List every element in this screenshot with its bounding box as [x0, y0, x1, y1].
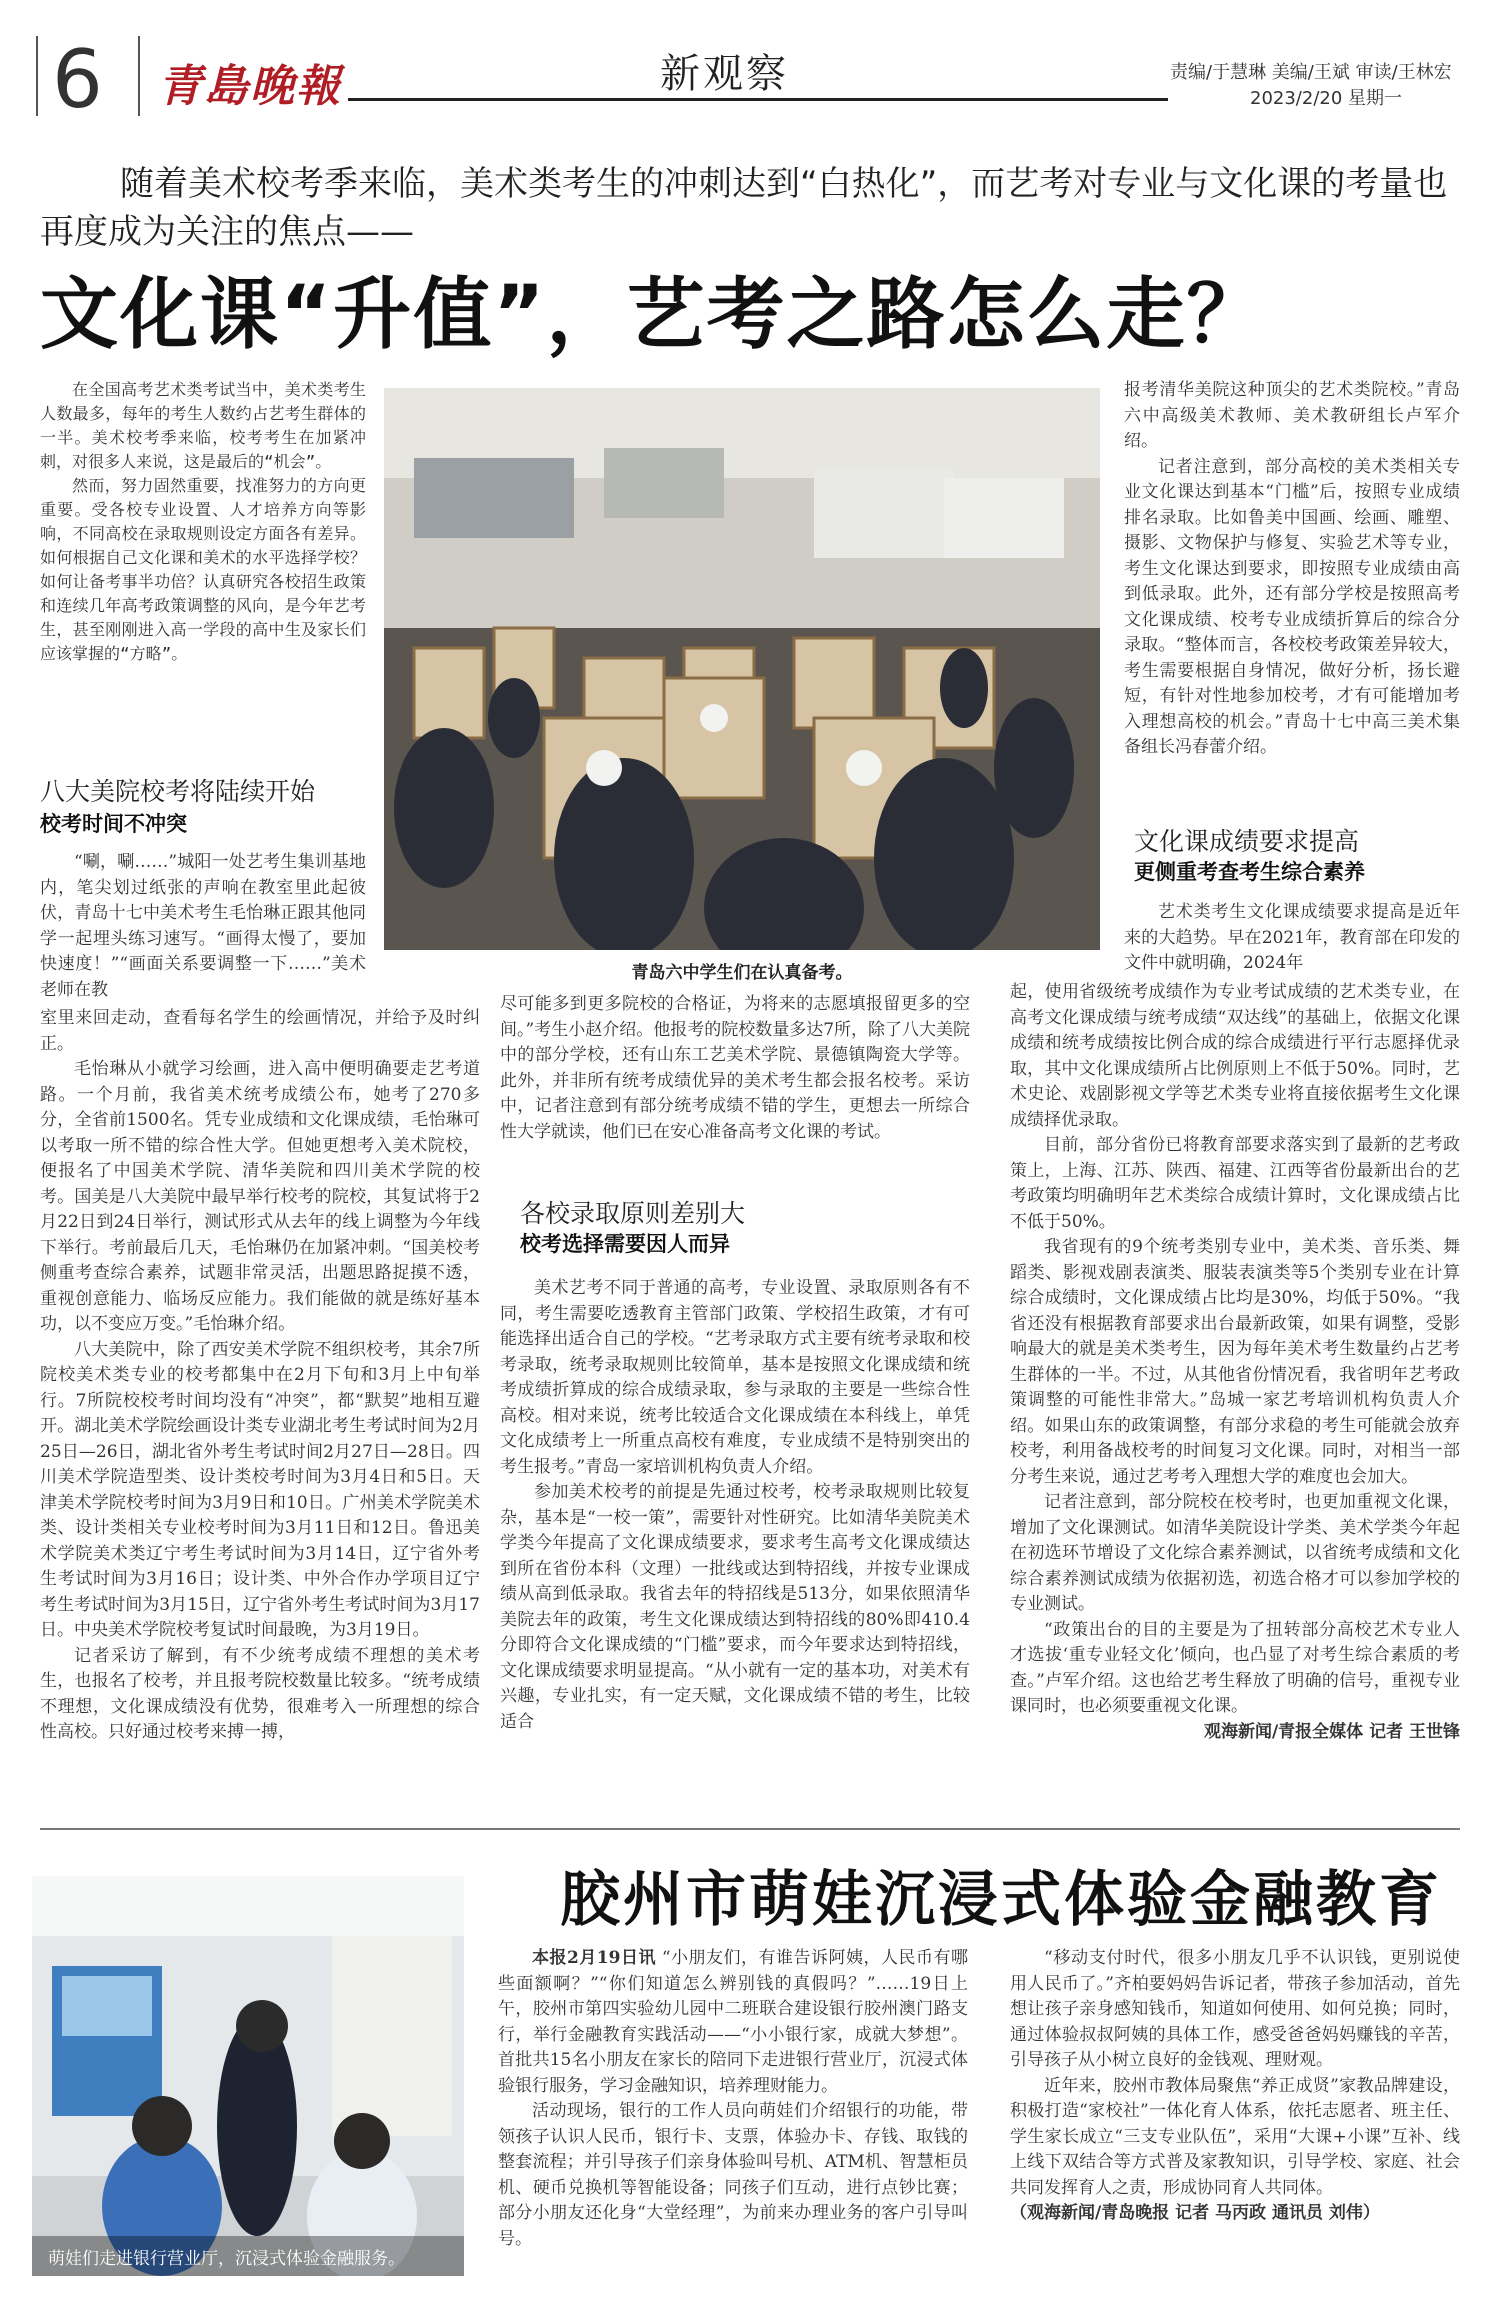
intro-paragraph: 在全国高考艺术类考试当中，美术类考生人数最多，每年的考生人数约占艺考生群体的一半。美术校考季来临，校考考生在加紧冲刺，对很多人来说，这是最后的“机会”。: [40, 380, 366, 471]
paragraph: 近年来，胶州市教体局聚焦“养正成贤”家教品牌建设，积极打造“家校社”一体化育人体系，依托志愿者、班主任、学生家长成立“三支专业队伍”，采用“大课+小课”互补、线上线下双结合等方式普及家教知识，引导学校、家庭、社会共同发挥育人之责，形成协同育人共同体。: [1010, 2075, 1460, 2198]
paragraph: 参加美术校考的前提是先通过校考，校考录取规则比较复杂，基本是“一校一策”，需要针对性研究。比如清华美院美术学类今年提高了文化课成绩要求，要求考生高考文化课成绩达到所在省份本科（文理）一批线或达到特招线，并按专业课成绩从高到低录取。我省去年的特招线是513分，如果依照清华美院去年的政策，考生文化课成绩达到特招线的80%即410.4分即符合文化课成绩的“门槛”要求，而今年要求达到特招线，文化课成绩要求明显提高。“从小就有一定的基本功，对美术有兴趣，专业扎实，有一定天赋，文化课成绩不错的考生，比较适合: [500, 1482, 970, 1732]
paragraph: 尽可能多到更多院校的合格证，为将来的志愿填报留更多的空间。”考生小赵介绍。他报考的院校数量多达7所，除了八大美院中的部分学校，还有山东工艺美术学院、景德镇陶瓷大学等。此外，并非所有统考成绩优异的美术考生都会报名校考。采访中，记者注意到有部分统考成绩不错的学生，更想去一所综合性大学就读，他们已在安心准备高考文化课的考试。: [500, 994, 971, 1142]
header-underline: [348, 98, 1168, 101]
article-byline: （观海新闻/青岛晚报 记者 马丙政 通讯员 刘伟）: [1010, 2203, 1380, 2223]
page-number: 6: [52, 33, 103, 126]
paragraph: 八大美院中，除了西安美术学院不组织校考，其余7所院校美术类专业的校考都集中在2月下旬和3月上中旬举行。7所院校校考时间均没有“冲突”，都“默契”地相互避开。湖北美术学院绘画设计类专业湖北考生考试时间为2月25日—26日，湖北省外考生考试时间2月27日—28日。四川美术学院造型类、设计类校考时间为3月4日和5日。天津美术学院校考时间为3月9日和10日。广州美术学院美术类、设计类相关专业校考时间为3月11日和12日。鲁迅美术学院美术类辽宁考生考试时间为3月14日，辽宁省外考生考试时间为3月16日；设计类、中外合作办学项目辽宁考生考试时间为3月15日，辽宁省外考生考试时间为3月17日。中央美术学院校考复试时间最晚，为3月19日。: [40, 1339, 480, 1640]
subheading-title: 各校录取原则差别大: [520, 1199, 746, 1228]
body-text: [498, 1946, 968, 2252]
article-intro: [40, 378, 366, 666]
paragraph: 目前，部分省份已将教育部要求落实到了最新的艺考政策上，上海、江苏、陕西、福建、江西等省份最新出台的艺考政策均明确明年艺术类综合成绩计算时，文化课成绩占比不低于50%。: [1010, 1135, 1460, 1232]
paragraph: 室里来回走动，查看每名学生的绘画情况，并给予及时纠正。: [40, 1008, 480, 1054]
section-title: 新观察: [660, 51, 789, 97]
paragraph: “唰，唰……”城阳一处艺考生集训基地内，笔尖划过纸张的声响在教室里此起彼伏，青岛十七中美术考生毛怡琳正跟其他同学一起埋头练习速写。“画得太慢了，要加快速度！”“画面关系要调整一下……”美术老师在教: [40, 852, 366, 1000]
paragraph: 活动现场，银行的工作人员向萌娃们介绍银行的功能，带领孩子认识人民币，银行卡、支票，体验办卡、存钱、取钱的整套流程；并引导孩子们亲身体验叫号机、ATM机、智慧柜员机、硬币兑换机等智能设备；同孩子们互动，进行点钞比赛；部分小朋友还化身“大堂经理”，为前来办理业务的客户引导叫号。: [498, 2101, 968, 2249]
paragraph: 报考清华美院这种顶尖的艺术类院校。”青岛六中高级美术教师、美术教研组长卢军介绍。: [1124, 380, 1460, 451]
photo-caption: 青岛六中学生们在认真备考。: [631, 963, 853, 983]
body-text: [1010, 980, 1460, 1745]
newspaper-logo: 青島晚報: [158, 61, 342, 112]
body-text: [40, 850, 366, 1003]
intro-paragraph: 然而，努力固然重要，找准努力的方向更重要。受各校专业设置、人才培养方向等影响，不同高校在录取规则设定方面各有差异。如何根据自己文化课和美术的水平选择学校？如何让备考事半功倍？认真研究各校招生政策和连续几年高考政策调整的风向，是今年艺考生，甚至刚刚进入高一学段的高中生及家长们应该掌握的“方略”。: [40, 476, 366, 663]
editor-credits: 责编/于慧琳 美编/王斌 审读/王林宏: [1170, 62, 1452, 83]
paragraph: 起，使用省级统考成绩作为专业考试成绩的艺术类专业，在高考文化课成绩与统考成绩“双达线”的基础上，依据文化课成绩和统考成绩按比例合成的综合成绩进行平行志愿择优录取，其中文化课成绩所占比例原则上不低于50%。同时，艺术史论、戏剧影视文学等艺术类专业将直接依据考生文化课成绩择优录取。: [1010, 982, 1460, 1130]
paragraph: 记者采访了解到，有不少统考成绩不理想的美术考生，也报名了校考，并且报考院校数量比较多。“统考成绩不理想，文化课成绩没有优势，很难考入一所理想的综合性高校。只好通过校考来搏一搏，: [40, 1645, 480, 1742]
subheading-subtitle: 更侧重考查考生综合素养: [1134, 860, 1365, 884]
article-headline: 胶州市萌娃沉浸式体验金融教育: [560, 1865, 1442, 1935]
header-rule-mid: [138, 36, 140, 116]
paragraph: 毛怡琳从小就学习绘画，进入高中便明确要走艺考道路。一个月前，我省美术统考成绩公布，她考了270多分，全省前1500名。凭专业成绩和文化课成绩，毛怡琳可以考取一所不错的综合性大学。但她更想考入美术院校，便报名了中国美术学院、清华美院和四川美术学院的校考。国美是八大美院中最早举行校考的院校，其复试将于2月22日到24日举行，测试形式从去年的线上调整为今年线下举行。考前最后几天，毛怡琳仍在加紧冲刺。“国美校考侧重考查综合素养，试题非常灵活，出题思路捉摸不透，重视创意能力、临场反应能力。我们能做的就是练好基本功，以不变应万变。”毛怡琳介绍。: [40, 1059, 480, 1334]
article-headline: 文化课“升值”，艺考之路怎么走？: [40, 270, 1267, 360]
paragraph: “移动支付时代，很多小朋友几乎不认识钱，更别说使用人民币了。”齐柏要妈妈告诉记者，带孩子参加活动，首先想让孩子亲身感知钱币，知道如何使用、如何兑换；同时，通过体验叔叔阿姨的具体工作，感受爸爸妈妈赚钱的辛苦，引导孩子从小树立良好的金钱观、理财观。: [1010, 1948, 1460, 2070]
article-separator: [40, 1828, 1460, 1830]
subheading-title: 文化课成绩要求提高: [1134, 827, 1360, 856]
issue-date: 2023/2/20 星期一: [1250, 88, 1403, 109]
bank-photo: [32, 1876, 464, 2276]
body-text: [1124, 900, 1460, 977]
body-text: [1124, 378, 1460, 761]
subheading-title: 八大美院校考将陆续开始: [40, 777, 316, 806]
classroom-photo: [384, 388, 1100, 950]
photo-caption: 萌娃们走进银行营业厅，沉浸式体验金融服务。: [48, 2249, 405, 2269]
subheading-subtitle: 校考选择需要因人而异: [520, 1232, 730, 1256]
paragraph: 艺术类考生文化课成绩要求提高是近年来的大趋势。早在2021年，教育部在印发的文件中就明确，2024年: [1124, 902, 1460, 973]
paragraph: “小朋友们，有谁告诉阿姨，人民币有哪些面额啊？”“你们知道怎么辨别钱的真假吗？”……19日上午，胶州市第四实验幼儿园中二班联合建设银行胶州澳门路支行，举行金融教育实践活动——“小小银行家，成就大梦想”。首批共15名小朋友在家长的陪同下走进银行营业厅，沉浸式体验银行服务，学习金融知识，培养理财能力。: [498, 1948, 968, 2096]
header-rule-left: [36, 36, 38, 116]
body-text: [40, 1006, 480, 1746]
paragraph: “政策出台的目的主要是为了扭转部分高校艺术专业人才选拔‘重专业轻文化’倾向，也凸显了对考生综合素质的考查。”卢军介绍。这也给艺考生释放了明确的信号，重视专业课同时，也必须要重视文化课。: [1010, 1619, 1460, 1716]
body-text: [500, 992, 970, 1145]
article-byline: 观海新闻/青报全媒体 记者 王世锋: [1203, 1721, 1460, 1742]
paragraph: 记者注意到，部分院校在校考时，也更加重视文化课，增加了文化课测试。如清华美院设计学类、美术学类今年起在初选环节增设了文化综合素养测试，以省统考成绩和文化综合素养测试成绩为依据初选，初选合格才可以参加学校的专业测试。: [1010, 1492, 1460, 1614]
paragraph: 美术艺考不同于普通的高考，专业设置、录取原则各有不同，考生需要吃透教育主管部门政策、学校招生政策，才有可能选择出适合自己的学校。“艺考录取方式主要有统考录取和校考录取，统考录取规则比较简单，基本是按照文化课成绩和统考成绩折算成的综合成绩录取，参与录取的主要是一些综合性高校。相对来说，统考比较适合文化课成绩在本科线上，单凭文化成绩考上一所重点高校有难度，专业成绩不是特别突出的考生报考。”青岛一家培训机构负责人介绍。: [500, 1278, 970, 1477]
body-text: [500, 1276, 970, 1735]
body-text: [1010, 1946, 1460, 2227]
paragraph: 我省现有的9个统考类别专业中，美术类、音乐类、舞蹈类、影视戏剧表演类、服装表演类等5个类别专业在计算综合成绩时，文化课成绩占比均是30%，均低于50%。“我省还没有根据教育部要求出台最新政策，如果有调整，受影响最大的就是美术类考生，因为每年美术考生数量约占艺考生群体的一半。不过，从其他省份情况看，我省明年艺考政策调整的可能性非常大。”岛城一家艺考培训机构负责人介绍。如果山东的政策调整，有部分求稳的考生可能就会放弃校考，利用备战校考的时间复习文化课。同时，对相当一部分考生来说，通过艺考考入理想大学的难度也会加大。: [1010, 1237, 1460, 1487]
paragraph: 记者注意到，部分高校的美术类相关专业文化课达到基本“门槛”后，按照专业成绩排名录取。比如鲁美中国画、绘画、雕塑、摄影、文物保护与修复、实验艺术等专业，考生文化课达到要求，即按照专业成绩由高到低录取。此外，还有部分学校是按照高考文化课成绩、校考专业成绩折算后的综合分录取。“整体而言，各校校考政策差异较大，考生需要根据自身情况，做好分析，扬长避短，有针对性地参加校考，才有可能增加考入理想高校的机会。”青岛十七中高三美术集备组长冯春蕾介绍。: [1124, 456, 1460, 757]
article-kicker: 随着美术校考季来临，美术类考生的冲刺达到“白热化”，而艺考对专业与文化课的考量也再度成为关注的焦点——: [40, 164, 1448, 252]
dateline: 本报2月19日讯: [532, 1948, 656, 1968]
subheading-subtitle: 校考时间不冲突: [40, 812, 187, 836]
